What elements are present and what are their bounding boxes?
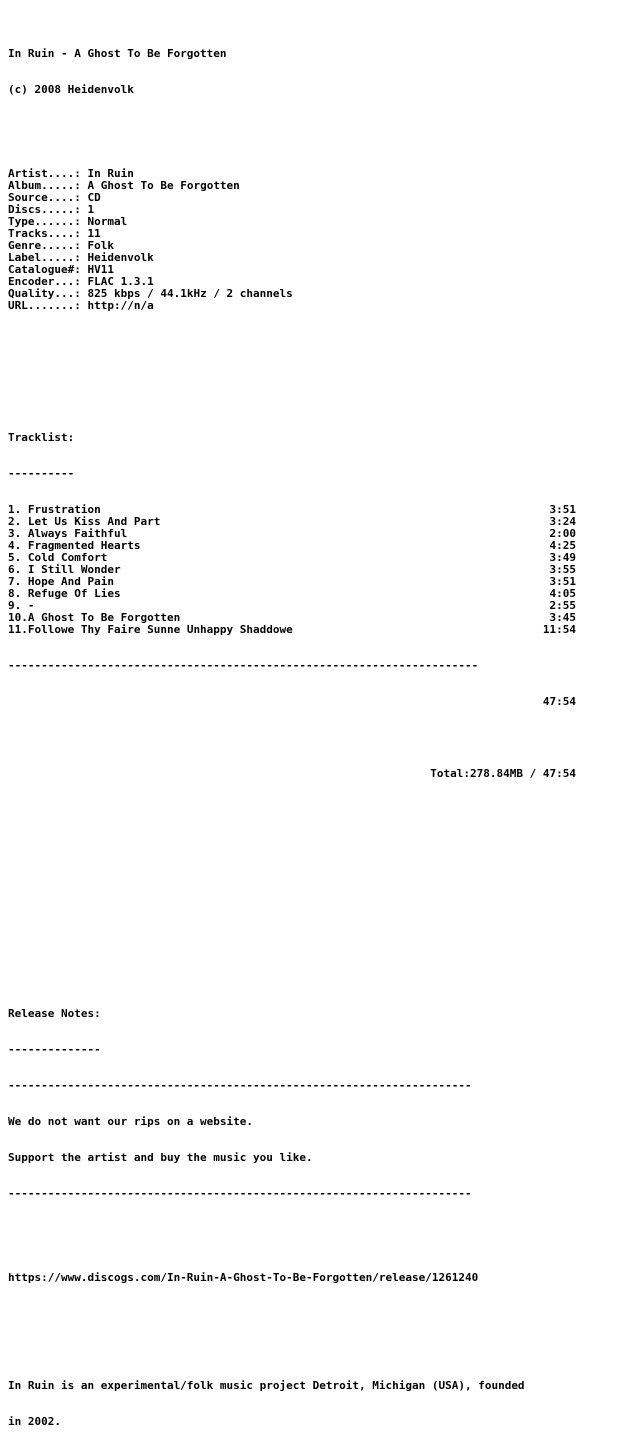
release-notes-heading: Release Notes: (8, 1007, 101, 1020)
release-notes-rule-bottom: ---------------------------------------------------------------------- (8, 1187, 472, 1200)
tracklist-underline: ---------- (8, 467, 75, 480)
info-value: http://n/a (87, 299, 154, 312)
info-value: 1 (87, 203, 95, 216)
info-key: URL.......: (8, 299, 81, 312)
track-title: Hope And Pain (27, 575, 114, 588)
info-value: In Ruin (87, 167, 134, 180)
track-title: Followe Thy Faire Sunne Unhappy Shaddowe (27, 623, 293, 636)
track-duration: 3:45 (549, 611, 576, 624)
track-number: 7. (8, 575, 28, 588)
info-value: FLAC 1.3.1 (87, 275, 154, 288)
info-value: A Ghost To Be Forgotten (87, 179, 240, 192)
track-number: 9. (8, 599, 28, 612)
track-title: Frustration (27, 503, 101, 516)
track-row (8, 588, 576, 600)
track-number: 1. (8, 503, 28, 516)
release-notes-line-2: Support the artist and buy the music you like. (8, 1151, 313, 1164)
info-row (8, 180, 640, 192)
release-notes-rule-top: ---------------------------------------------------------------------- (8, 1079, 472, 1092)
copyright-line: (c) 2008 Heidenvolk (8, 83, 134, 96)
info-row (8, 216, 640, 228)
info-key: Encoder...: (8, 275, 81, 288)
bio-line-1: In Ruin is an experimental/folk music project Detroit, Michigan (USA), founded (8, 1379, 525, 1392)
track-duration: 3:51 (549, 575, 576, 588)
track-title: Cold Comfort (27, 551, 108, 564)
info-row (8, 300, 640, 312)
info-value: CD (87, 191, 101, 204)
release-title: In Ruin - A Ghost To Be Forgotten (8, 47, 227, 60)
track-duration: 4:05 (549, 587, 576, 600)
bio-line-2: in 2002. (8, 1415, 61, 1428)
info-key: Discs.....: (8, 203, 81, 216)
discogs-link[interactable]: https://www.discogs.com/In-Ruin-A-Ghost-To-Be-Forgotten/release/1261240 (8, 1271, 479, 1284)
track-duration: 2:55 (549, 599, 576, 612)
info-key: Type......: (8, 215, 81, 228)
info-row (8, 192, 640, 204)
total-duration: 47:54 (542, 695, 576, 708)
track-title: Fragmented Hearts (27, 539, 141, 552)
info-key: Artist....: (8, 167, 81, 180)
release-notes-underline: -------------- (8, 1043, 101, 1056)
track-number: 6. (8, 563, 28, 576)
track-duration: 4:25 (549, 539, 576, 552)
release-notes-line-1: We do not want our rips on a website. (8, 1115, 254, 1128)
info-key: Album.....: (8, 179, 81, 192)
info-key: Source....: (8, 191, 81, 204)
info-key: Catalogue#: (8, 263, 81, 276)
track-title: I Still Wonder (27, 563, 121, 576)
track-title: Always Faithful (27, 527, 128, 540)
track-duration: 11:54 (542, 623, 576, 636)
track-title: A Ghost To Be Forgotten (27, 611, 181, 624)
track-number: 10. (8, 611, 28, 624)
track-duration: 3:55 (549, 563, 576, 576)
track-duration: 3:51 (549, 503, 576, 516)
info-value: Heidenvolk (87, 251, 154, 264)
track-title: Let Us Kiss And Part (27, 515, 161, 528)
tracklist-heading: Tracklist: (8, 431, 75, 444)
track-title: Refuge Of Lies (27, 587, 121, 600)
track-list (8, 504, 640, 636)
track-number: 8. (8, 587, 28, 600)
info-value: 11 (87, 227, 101, 240)
track-row (8, 624, 576, 636)
track-number: 2. (8, 515, 28, 528)
track-number: 11. (8, 623, 28, 636)
info-key: Genre.....: (8, 239, 81, 252)
track-number: 3. (8, 527, 28, 540)
info-key: Label.....: (8, 251, 81, 264)
info-key: Tracks....: (8, 227, 81, 240)
info-value: HV11 (87, 263, 114, 276)
info-key: Quality...: (8, 287, 81, 300)
total-line: Total:278.84MB / 47:54 (430, 767, 576, 780)
track-duration: 3:49 (549, 551, 576, 564)
info-value: Normal (87, 215, 128, 228)
track-duration: 2:00 (549, 527, 576, 540)
info-value: 825 kbps / 44.1kHz / 2 channels (87, 287, 293, 300)
track-title: - (27, 599, 35, 612)
info-block (8, 168, 640, 312)
info-value: Folk (87, 239, 114, 252)
track-number: 4. (8, 539, 28, 552)
track-number: 5. (8, 551, 28, 564)
tracklist-separator: ----------------------------------------------------------------------- (8, 659, 479, 672)
track-duration: 3:24 (549, 515, 576, 528)
